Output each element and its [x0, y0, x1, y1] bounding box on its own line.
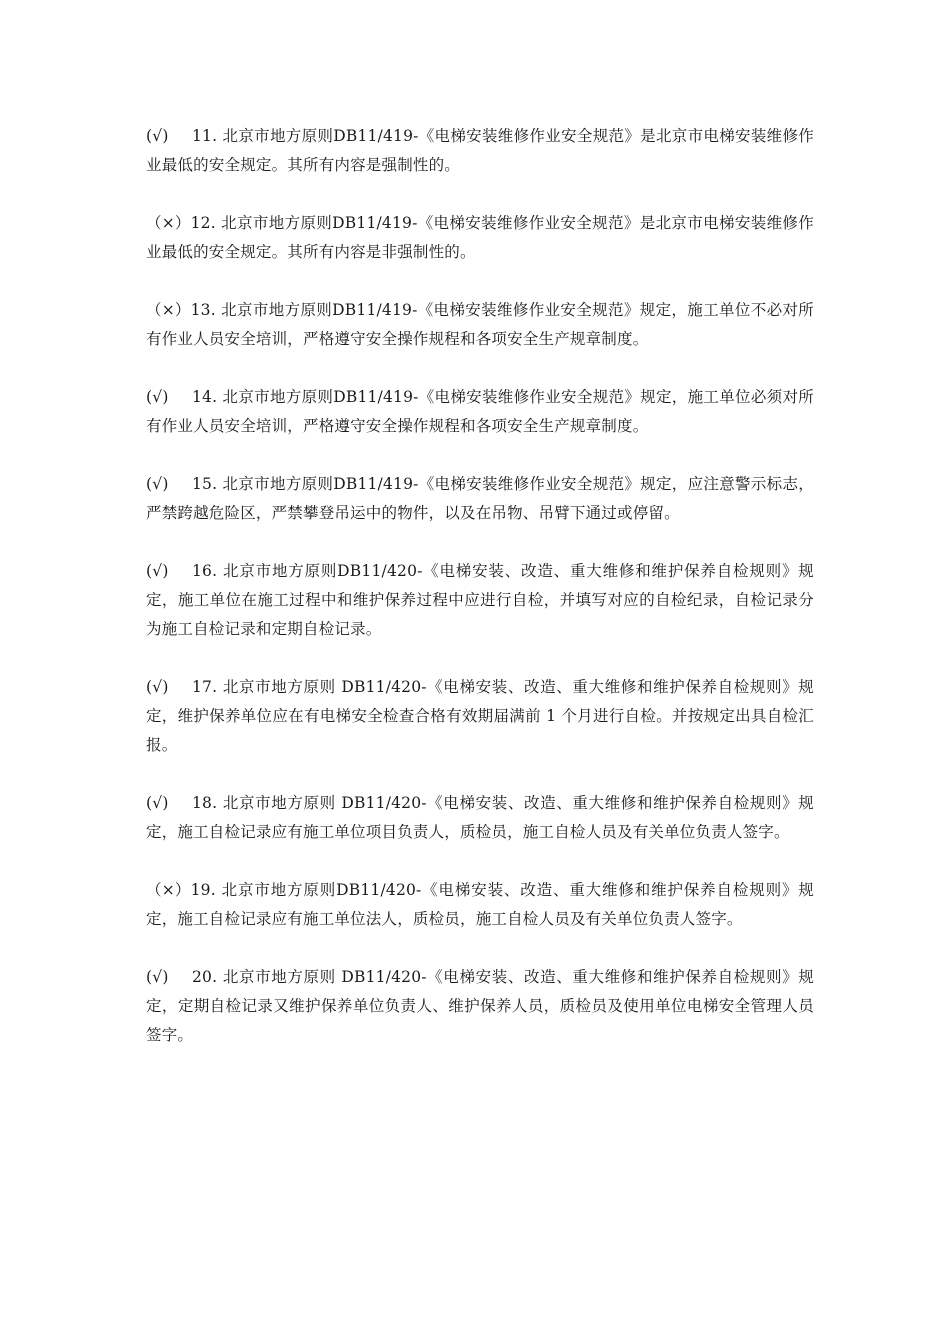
answer-mark: (√) — [146, 562, 169, 580]
question-number: 18. — [192, 794, 218, 812]
question-item-12 — [146, 209, 814, 267]
question-item-13 — [146, 296, 814, 354]
answer-mark: (√) — [146, 475, 169, 493]
question-number: 17. — [192, 678, 218, 696]
question-text: 北京市地方原则DB11/419-《电梯安装维修作业安全规范》是北京市电梯安装维修作业最低的安全规定。其所有内容是强制性的。 — [146, 127, 814, 174]
question-text: 北京市地方原则DB11/420-《电梯安装、改造、重大维修和维护保养自检规则》规定，施工自检记录应有施工单位法人，质检员，施工自检人员及有关单位负责人签字。 — [146, 881, 814, 928]
question-number: 20. — [192, 968, 218, 986]
question-text: 北京市地方原则 DB11/420-《电梯安装、改造、重大维修和维护保养自检规则》规定，维护保养单位应在有电梯安全检查合格有效期届满前 1 个月进行自检。并按规定出具自检汇报。 — [146, 678, 814, 754]
question-item-17 — [146, 673, 814, 760]
answer-mark: (√) — [146, 388, 169, 406]
question-number: 19. — [190, 881, 216, 899]
question-number: 12. — [190, 214, 216, 232]
question-text: 北京市地方原则DB11/419-《电梯安装维修作业安全规范》规定，应注意警示标志，严禁跨越危险区，严禁攀登吊运中的物件，以及在吊物、吊臂下通过或停留。 — [146, 475, 814, 522]
answer-mark: (√) — [146, 968, 169, 986]
question-text: 北京市地方原则DB11/419-《电梯安装维修作业安全规范》规定，施工单位不必对所有作业人员安全培训，严格遵守安全操作规程和各项安全生产规章制度。 — [146, 301, 814, 348]
question-number: 13. — [190, 301, 216, 319]
question-item-19 — [146, 876, 814, 934]
question-item-15 — [146, 470, 814, 528]
question-number: 15. — [192, 475, 218, 493]
question-text: 北京市地方原则DB11/420-《电梯安装、改造、重大维修和维护保养自检规则》规定，施工单位在施工过程中和维护保养过程中应进行自检，并填写对应的自检纪录，自检记录分为施工自检记录和定期自检记录。 — [146, 562, 814, 638]
question-number: 16. — [192, 562, 218, 580]
question-text: 北京市地方原则DB11/419-《电梯安装维修作业安全规范》是北京市电梯安装维修作业最低的安全规定。其所有内容是非强制性的。 — [146, 214, 814, 261]
question-item-18 — [146, 789, 814, 847]
question-text: 北京市地方原则DB11/419-《电梯安装维修作业安全规范》规定，施工单位必须对所有作业人员安全培训，严格遵守安全操作规程和各项安全生产规章制度。 — [146, 388, 814, 435]
question-item-11 — [146, 122, 814, 180]
answer-mark: (√) — [146, 794, 169, 812]
question-item-16 — [146, 557, 814, 644]
question-number: 14. — [192, 388, 218, 406]
answer-mark: （×） — [146, 881, 191, 899]
question-item-20 — [146, 963, 814, 1050]
answer-mark: （×） — [146, 301, 191, 319]
question-text: 北京市地方原则 DB11/420-《电梯安装、改造、重大维修和维护保养自检规则》规定，施工自检记录应有施工单位项目负责人，质检员，施工自检人员及有关单位负责人签字。 — [146, 794, 814, 841]
question-item-14 — [146, 383, 814, 441]
answer-mark: （×） — [146, 214, 191, 232]
question-text: 北京市地方原则 DB11/420-《电梯安装、改造、重大维修和维护保养自检规则》规定，定期自检记录又维护保养单位负责人、维护保养人员，质检员及使用单位电梯安全管理人员签字。 — [146, 968, 814, 1044]
answer-mark: (√) — [146, 678, 169, 696]
question-number: 11. — [192, 127, 218, 145]
answer-mark: (√) — [146, 127, 169, 145]
question-list — [146, 122, 814, 1079]
